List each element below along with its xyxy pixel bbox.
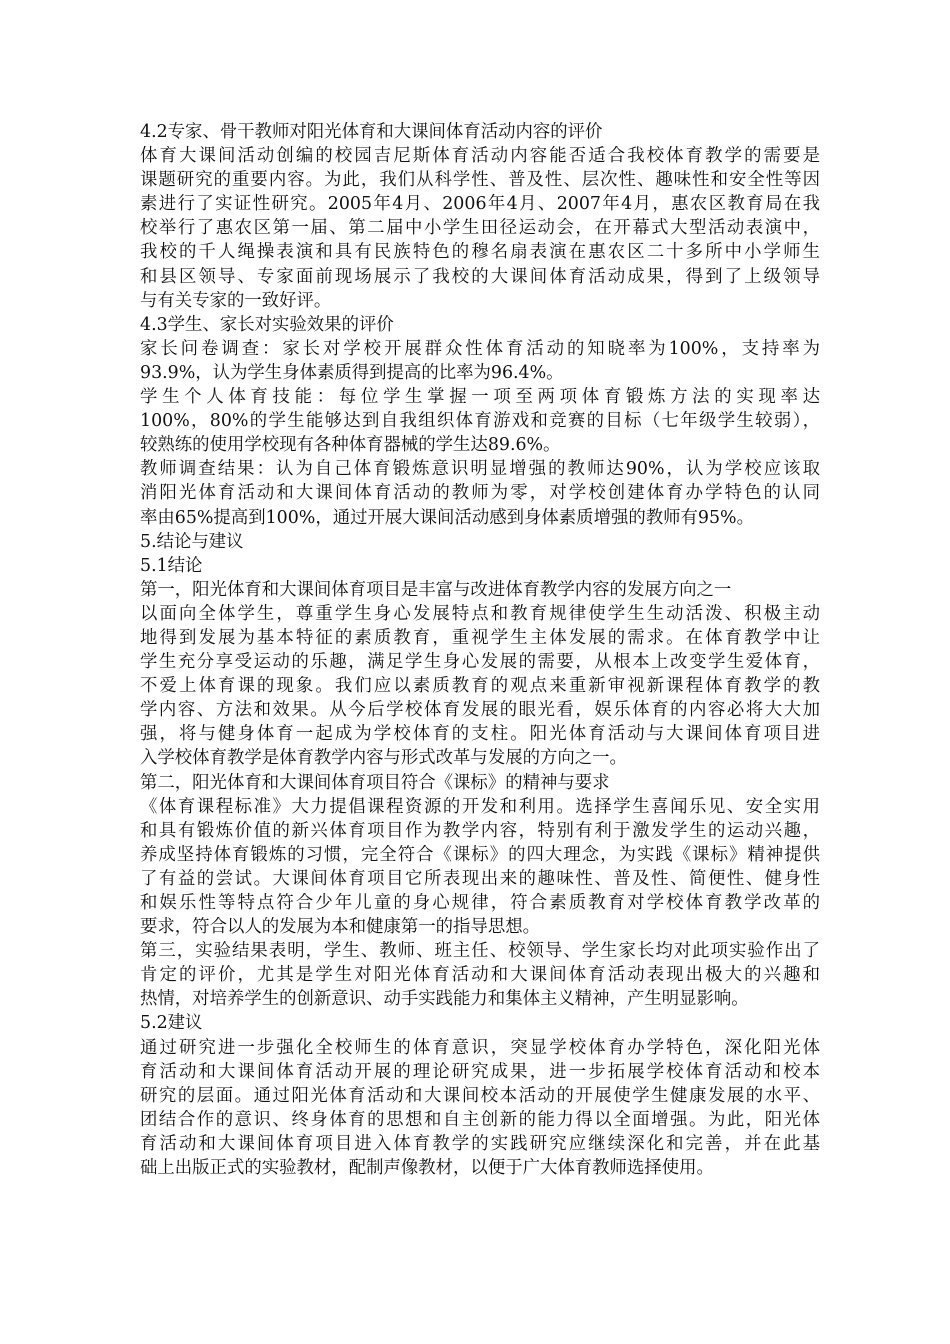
paragraph-line: 体育大课间活动创编的校园吉尼斯体育活动内容能否适合我校体育教学的需要是	[140, 146, 820, 167]
point-title-second: 第二，阳光体育和大课间体育项目符合《课标》的精神与要求	[140, 772, 610, 793]
paragraph-line: 93.9%，认为学生身体素质得到提高的比率为96.4%。	[140, 362, 564, 383]
paragraph-line: 和娱乐性等特点符合少年儿童的身心规律，符合素质教育对学校体育教学改革的	[140, 893, 820, 913]
paragraph-line: 研究的层面。通过阳光体育活动和大课间校本活动的开展使学生健康发展的水平、	[140, 1085, 820, 1106]
paragraph-line: 入学校体育教学是体育教学内容与形式改革与发展的方向之一。	[140, 748, 627, 769]
point-title-first: 第一，阳光体育和大课间体育项目是丰富与改进体育教学内容的发展方向之一	[140, 579, 732, 600]
document-page	[140, 120, 820, 1180]
paragraph-line: 要求，符合以人的发展为本和健康第一的指导思想。	[140, 917, 540, 938]
paragraph-line: 家长问卷调查：家长对学校开展群众性体育活动的知晓率为100%，支持率为	[140, 338, 820, 359]
paragraph-line: 校举行了惠农区第一届、第二届中小学生田径运动会，在开幕式大型活动表演中，	[140, 218, 820, 239]
paragraph-line: 教师调查结果：认为自己体育锻炼意识明显增强的教师达90%，认为学校应该取	[140, 459, 820, 480]
paragraph-line: 和县区领导、专家面前现场展示了我校的大课间体育活动成果，得到了上级领导	[140, 266, 820, 287]
paragraph-line: 地得到发展为基本特征的素质教育，重视学生主体发展的需求。在体育教学中让	[140, 627, 820, 648]
paragraph-line: 学生个人体育技能：每位学生掌握一项至两项体育锻炼方法的实现率达	[140, 387, 820, 408]
section-heading-5-2: 5.2建议	[140, 1013, 203, 1034]
paragraph-line: 和具有锻炼价值的新兴体育项目作为教学内容，特别有利于激发学生的运动兴趣，	[140, 820, 820, 841]
paragraph-line: 学内容、方法和效果。从今后学校体育发展的眼光看，娱乐体育的内容必将大大加	[140, 700, 820, 721]
section-heading-5: 5.结论与建议	[140, 531, 244, 552]
paragraph-line: 热情，对培养学生的创新意识、动手实践能力和集体主义精神，产生明显影响。	[140, 989, 749, 1010]
paragraph-line: 消阳光体育活动和大课间体育活动的教师为零，对学校创建体育办学特色的认同	[140, 483, 820, 504]
paragraph-line: 学生充分享受运动的乐趣，满足学生身心发展的需要，从根本上改变学生爱体育，	[140, 652, 820, 673]
paragraph-line: 《体育课程标准》大力提倡课程资源的开发和利用。选择学生喜闻乐见、安全实用	[140, 796, 820, 817]
paragraph-line: 育活动和大课间体育项目进入体育教学的实践研究应继续深化和完善，并在此基	[140, 1133, 820, 1154]
paragraph-line: 团结合作的意识、终身体育的思想和自主创新的能力得以全面增强。为此，阳光体	[140, 1109, 820, 1130]
paragraph-line: 以面向全体学生，尊重学生身心发展特点和教育规律使学生生动活泼、积极主动	[140, 603, 820, 624]
paragraph-line: 养成坚持体育锻炼的习惯，完全符合《课标》的四大理念，为实践《课标》精神提供	[140, 844, 820, 865]
paragraph-line: 不爱上体育课的现象。我们应以素质教育的观点来重新审视新课程体育教学的教	[140, 676, 820, 697]
paragraph-line: 课题研究的重要内容。为此，我们从科学性、普及性、层次性、趣味性和安全性等因	[140, 170, 820, 191]
section-heading-4-3: 4.3学生、家长对实验效果的评价	[140, 314, 394, 335]
paragraph-line: 素进行了实证性研究。2005年4月、2006年4月、2007年4月，惠农区教育局在我	[140, 194, 820, 215]
paragraph-line: 础上出版正式的实验教材，配制声像教材，以便于广大体育教师选择使用。	[140, 1158, 714, 1179]
section-heading-5-1: 5.1结论	[140, 555, 203, 576]
paragraph-line: 育活动和大课间体育活动开展的理论研究成果，进一步拓展学校体育活动和校本	[140, 1061, 820, 1082]
paragraph-line: 较熟练的使用学校现有各种体育器械的学生达89.6%。	[140, 435, 561, 456]
paragraph-line: 通过研究进一步强化全校师生的体育意识，突显学校体育办学特色，深化阳光体	[140, 1037, 820, 1058]
section-heading-4-2: 4.2专家、骨干教师对阳光体育和大课间体育活动内容的评价	[140, 122, 603, 142]
paragraph-line: 与有关专家的一致好评。	[140, 290, 332, 311]
paragraph-line: 率由65%提高到100%，通过开展大课间活动感到身体素质增强的教师有95%。	[140, 507, 754, 528]
paragraph-line: 肯定的评价，尤其是学生对阳光体育活动和大课间体育活动表现出极大的兴趣和	[140, 965, 820, 986]
paragraph-line: 了有益的尝试。大课间体育项目它所表现出来的趣味性、普及性、简便性、健身性	[140, 868, 820, 889]
paragraph-line: 我校的千人绳操表演和具有民族特色的穆名扇表演在惠农区二十多所中小学师生	[140, 242, 820, 263]
paragraph-line: 强，将与健身体育一起成为学校体育的支柱。阳光体育活动与大课间体育项目进	[140, 724, 820, 745]
paragraph-line: 第三，实验结果表明，学生、教师、班主任、校领导、学生家长均对此项实验作出了	[140, 941, 820, 962]
paragraph-line: 100%，80%的学生能够达到自我组织体育游戏和竞赛的目标（七年级学生较弱），	[140, 411, 820, 432]
